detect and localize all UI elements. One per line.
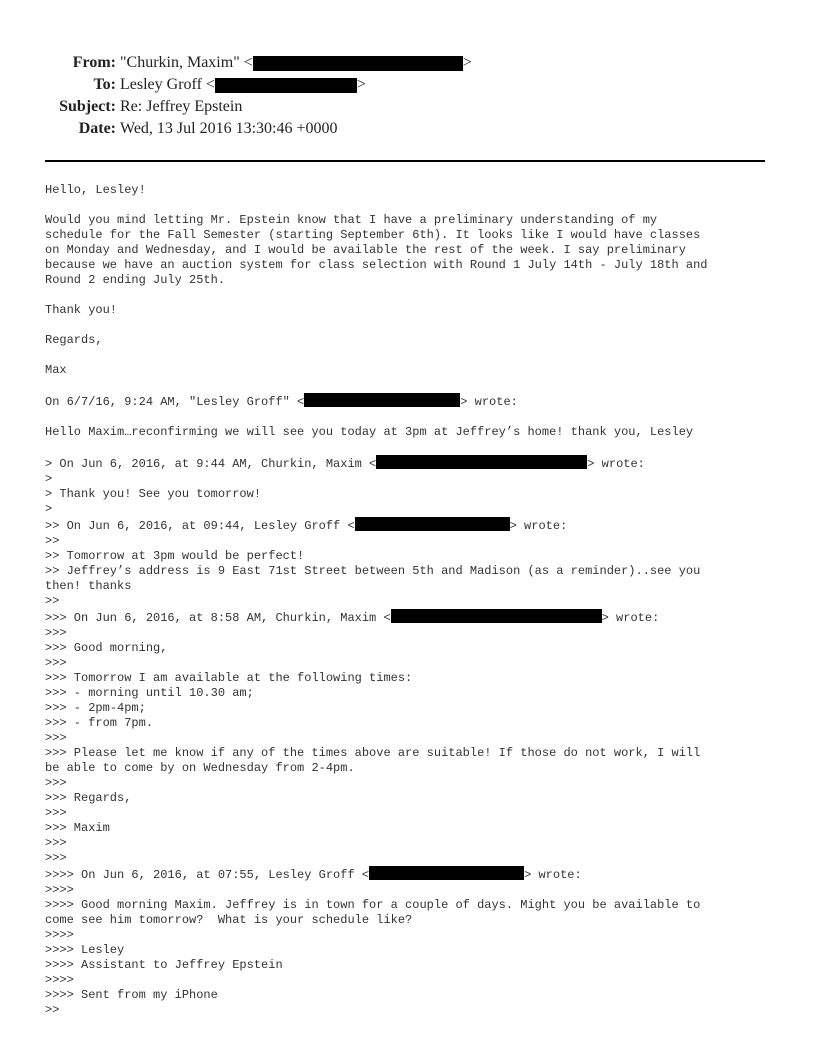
redaction-block [304, 393, 460, 407]
from-text: "Churkin, Maxim" < [120, 54, 253, 71]
quote-line: >>> Please let me know if any of the times above are suitable! If those do not work, I will [45, 746, 701, 760]
header-divider [45, 160, 765, 162]
email-body [45, 183, 775, 1018]
quote-line: >>> [45, 851, 67, 865]
quote-header-text: >> On Jun 6, 2016, at 09:44, Lesley Groff < [45, 519, 355, 533]
regards-line: Regards, [45, 333, 103, 347]
redaction-block [369, 866, 524, 880]
quote-line: >>>> Assistant to Jeffrey Epstein [45, 958, 283, 972]
quote-line: >>> [45, 731, 67, 745]
quote-header [45, 517, 775, 534]
quote-line: >> Jeffrey’s address is 9 East 71st Street between 5th and Madison (as a reminder)..see you [45, 564, 701, 578]
quote-line: > [45, 502, 53, 516]
quote-header-text: > wrote: [587, 457, 645, 471]
quote-line: >>> [45, 806, 67, 820]
quote-line: be able to come by on Wednesday from 2-4pm. [45, 761, 355, 775]
quote-header-text: >>> On Jun 6, 2016, at 8:58 AM, Churkin, Maxim < [45, 611, 391, 625]
greeting: Hello, Lesley! [45, 183, 146, 197]
quote-header [45, 609, 775, 626]
to-close: > [356, 76, 366, 93]
subject-value: Re: Jeffrey Epstein [120, 98, 243, 115]
wrote-line [45, 393, 775, 410]
quote-line: then! thanks [45, 579, 132, 593]
quote-line: >>> Regards, [45, 791, 132, 805]
email-header [0, 52, 816, 140]
redaction-block [253, 56, 463, 71]
quote-line: >>> Good morning, [45, 641, 168, 655]
wrote-text: On 6/7/16, 9:24 AM, "Lesley Groff" < [45, 395, 305, 409]
quote-line: >> [45, 1003, 60, 1017]
subject-row [0, 96, 816, 118]
quote-line: > Thank you! See you tomorrow! [45, 487, 262, 501]
quote-line: >>>> [45, 973, 74, 987]
date-label: Date: [78, 120, 116, 137]
redaction-block [376, 455, 587, 469]
quote-header [45, 866, 775, 883]
quote-line: >>> - 2pm-4pm; [45, 701, 146, 715]
quote-line: >>>> Lesley [45, 943, 125, 957]
quote-line: >>>> Sent from my iPhone [45, 988, 218, 1002]
date-value: Wed, 13 Jul 2016 13:30:46 +0000 [120, 120, 338, 137]
quote-line: > [45, 472, 53, 486]
to-label: To: [93, 76, 116, 93]
quote-line: >>> [45, 836, 67, 850]
quote-header-text: > wrote: [509, 519, 568, 533]
quote-header-text: > On Jun 6, 2016, at 9:44 AM, Churkin, Maxim < [45, 457, 377, 471]
quote-line: >>>> [45, 883, 74, 897]
redaction-block [355, 517, 510, 531]
date-row [0, 118, 816, 140]
to-row [0, 74, 816, 96]
redaction-block [215, 78, 357, 93]
quote-line: >>> - from 7pm. [45, 716, 154, 730]
paragraph-line: because we have an auction system for class selection with Round 1 July 14th - July 18th and [45, 258, 708, 272]
quote-line: come see him tomorrow? What is your schedule like? [45, 913, 413, 927]
quote-line: >>> [45, 776, 67, 790]
thanks-line: Thank you! [45, 303, 118, 317]
redaction-block [391, 609, 602, 623]
quote-header-text: > wrote: [601, 611, 660, 625]
quote-header-text: > wrote: [524, 868, 582, 882]
quote-line: >>>> Good morning Maxim. Jeffrey is in town for a couple of days. Might you be available to [45, 898, 701, 912]
from-value [120, 52, 472, 74]
to-text: Lesley Groff < [120, 76, 215, 93]
quote-line: >>> [45, 626, 67, 640]
quote-line: >>> Maxim [45, 821, 110, 835]
quote-line: >>> - morning until 10.30 am; [45, 686, 254, 700]
paragraph-line: Round 2 ending July 25th. [45, 273, 226, 287]
quote-line: >>>> [45, 928, 74, 942]
from-row [0, 52, 816, 74]
quote-header [45, 455, 775, 472]
signature-name: Max [45, 363, 67, 377]
from-close: > [462, 54, 472, 71]
from-label: From: [72, 54, 116, 71]
paragraph-line: on Monday and Wednesday, and I would be available the rest of the week. I say preliminary [45, 243, 686, 257]
quote-line: >> [45, 534, 60, 548]
paragraph-line: schedule for the Fall Semester (starting September 6th). It looks like I would have classes [45, 228, 701, 242]
reply-line: Hello Maxim…reconfirming we will see you today at 3pm at Jeffrey’s home! thank you, Lesley [45, 425, 694, 439]
quote-line: >> Tomorrow at 3pm would be perfect! [45, 549, 305, 563]
quote-line: >>> Tomorrow I am available at the following times: [45, 671, 413, 685]
quote-line: >>> [45, 656, 67, 670]
to-value [120, 74, 366, 96]
subject-label: Subject: [59, 98, 116, 115]
quote-header-text: >>>> On Jun 6, 2016, at 07:55, Lesley Groff < [45, 868, 370, 882]
quote-line: >> [45, 594, 60, 608]
paragraph-line: Would you mind letting Mr. Epstein know that I have a preliminary understanding of my [45, 213, 658, 227]
wrote-text: > wrote: [460, 395, 518, 409]
